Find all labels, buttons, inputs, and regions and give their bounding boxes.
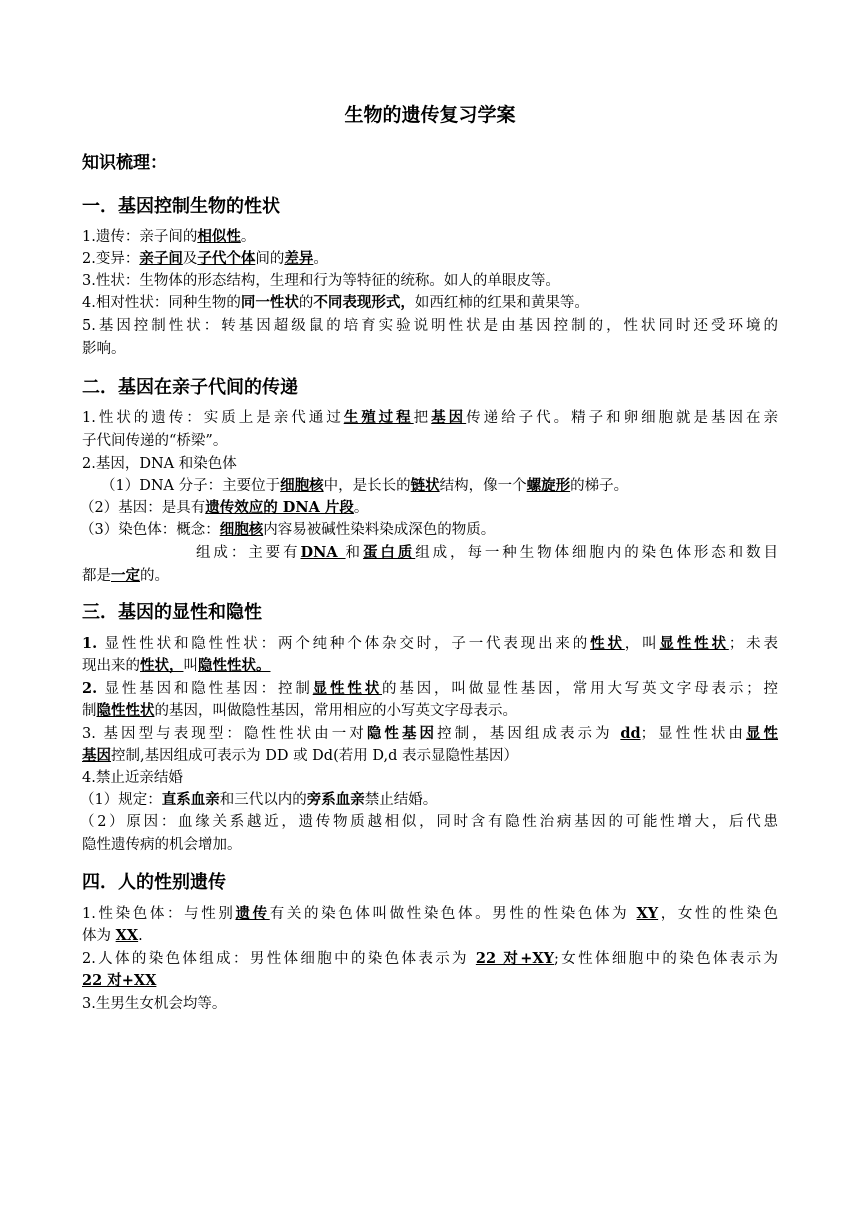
s2-line-2: 2.基因，DNA 和染色体 [82, 456, 237, 472]
document-title: 生物的遗传复习学案 [344, 104, 516, 126]
s2-line-4: （2）基因：是具有遗传效应的 DNA 片段。 [80, 499, 369, 516]
s1-line-4: 4.相对性状：同种生物的同一性状的不同表现形式，如西红柿的红果和黄果等。 [82, 294, 589, 311]
s2-line-1-cont: 子代间传递的“桥梁”。 [82, 433, 228, 449]
s1-line-1: 1.遗传：亲子间的相似性。 [82, 228, 256, 245]
s4-line-3: 3.生男生女机会均等。 [82, 996, 227, 1012]
s3-line-3-cont: 基因控制,基因组成可表示为 DD 或 Dd(若用 D,d 表示显隐性基因） [82, 747, 518, 764]
s1-line-5-cont: 影响。 [82, 341, 126, 357]
s3-line-2: 2. 显性基因和隐性基因：控制显性性状的基因，叫做显性基因，常用大写英文字母表示；控 [82, 680, 779, 697]
s3-line-2-cont: 制隐性性状的基因，叫做隐性基因，常用相应的小写英文字母表示。 [82, 702, 517, 719]
s3-line-1-cont: 现出来的性状，叫隐性性状。 [82, 657, 271, 674]
s3-line-7: 隐性遗传病的机会增加。 [82, 837, 242, 853]
s4-line-1-cont: 体为 XX. [82, 927, 143, 944]
s2-line-7: 都是一定的。 [82, 567, 169, 584]
s2-line-6: 组成：主要有DNA 和蛋白质组成，每一种生物体细胞内的染色体形态和数目 [196, 544, 779, 561]
section-1-heading: 一．基因控制生物的性状 [82, 196, 280, 217]
s1-line-2: 2.变异：亲子间及子代个体间的差异。 [82, 250, 328, 267]
s3-line-6: （2）原因：血缘关系越近，遗传物质越相似，同时含有隐性治病基因的可能性增大，后代患 [80, 814, 778, 830]
s2-line-5: （3）染色体：概念：细胞核内容易被碱性染料染成深色的物质。 [80, 521, 496, 538]
s3-line-1: 1. 显性性状和隐性性状：两个纯种个体杂交时，子一代表现出来的性状，叫显性性状；未表 [82, 635, 779, 652]
section-2-heading: 二．基因在亲子代间的传递 [82, 377, 298, 398]
subtitle-knowledge-review: 知识梳理： [82, 153, 167, 173]
s4-line-1: 1.性染色体：与性别遗传有关的染色体叫做性染色体。男性的性染色体为 XY，女性的性染色 [82, 905, 779, 922]
section-4-heading: 四．人的性别遗传 [82, 872, 226, 893]
s3-line-3: 3. 基因型与表现型：隐性性状由一对隐性基因控制，基因组成表示为 dd；显性性状由显性 [82, 725, 779, 742]
s1-line-3: 3.性状：生物体的形态结构，生理和行为等特征的统称。如人的单眼皮等。 [82, 273, 560, 289]
s2-line-1: 1.性状的遗传：实质上是亲代通过生殖过程把基因传递给子代。精子和卵细胞就是基因在亲 [82, 409, 779, 426]
s4-line-2: 2.人体的染色体组成：男性体细胞中的染色体表示为 22 对+XY;女性体细胞中的染色体表示为 [82, 950, 778, 967]
s1-line-5: 5.基因控制性状：转基因超级鼠的培育实验说明性状是由基因控制的，性状同时还受环境的 [82, 318, 778, 334]
section-3-heading: 三．基因的显性和隐性 [82, 602, 262, 623]
s3-line-5: （1）规定：直系血亲和三代以内的旁系血亲禁止结婚。 [80, 791, 438, 808]
s4-line-2-cont: 22 对+XX [82, 972, 157, 989]
s2-line-3: （1）DNA 分子：主要位于细胞核中，是长长的链状结构，像一个螺旋形的梯子。 [101, 477, 629, 494]
s3-line-4: 4.禁止近亲结婚 [82, 770, 183, 786]
